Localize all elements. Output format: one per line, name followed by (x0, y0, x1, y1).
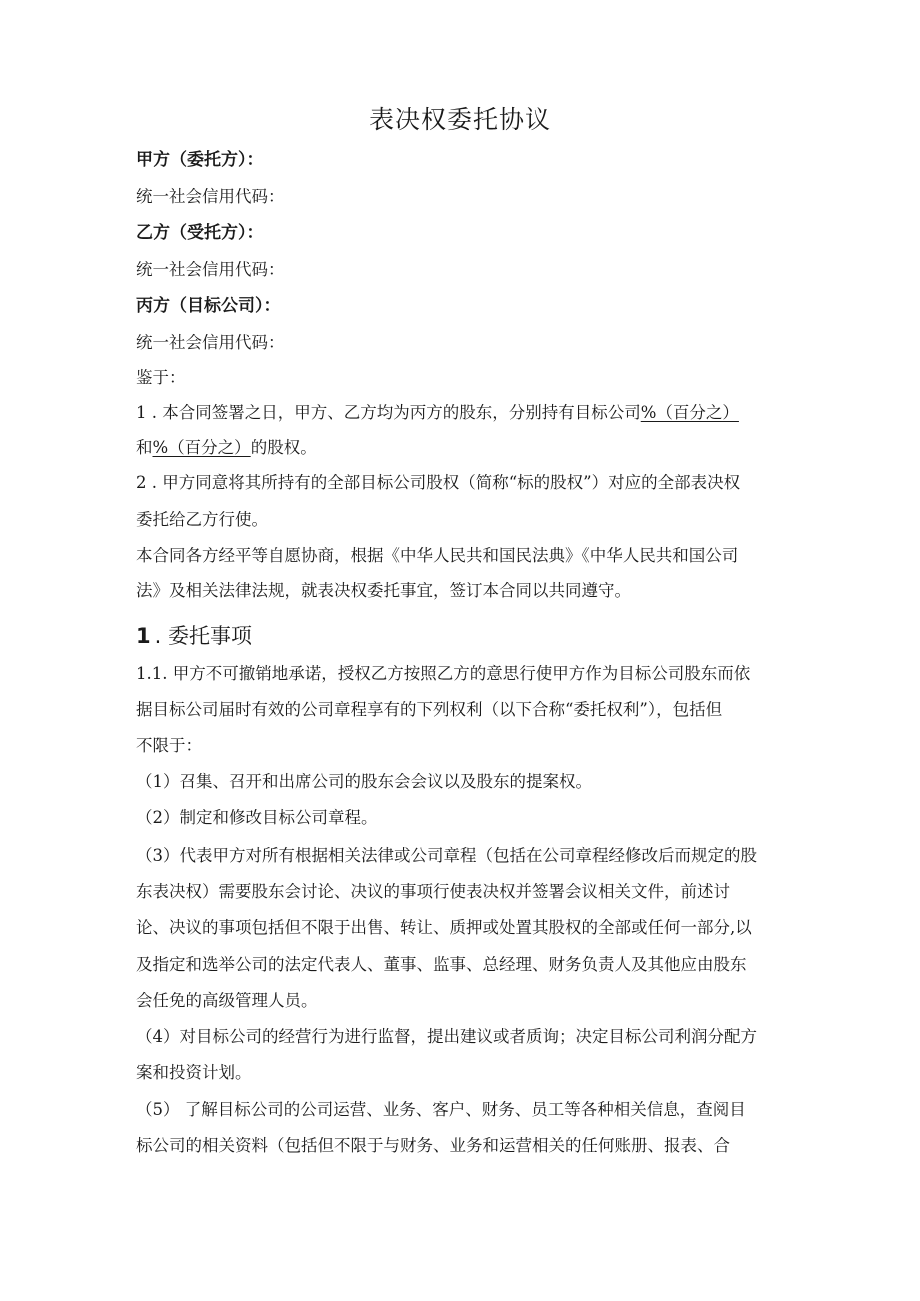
recital-1-conjunction: 和 (136, 438, 153, 457)
item-1: （1）召集、召开和出席公司的股东会会议以及股东的提案权。 (136, 772, 592, 791)
section-1-heading (136, 623, 252, 649)
recital-1-blank-a: %（百分之） (640, 403, 739, 422)
preamble-line-2: 法》及相关法律法规，就表决权委托事宜，签订本合同以共同遵守。 (136, 581, 631, 600)
party-a-label: 甲方（委托方）： (136, 150, 264, 170)
item-3-line-1: （3）代表甲方对所有根据相关法律或公司章程（包括在公司章程经修改后而规定的股 (136, 846, 757, 865)
item-5-line-2: 标公司的相关资料（包括但不限于与财务、业务和运营相关的任何账册、报表、合 (136, 1136, 730, 1155)
recital-2-line-2: 委托给乙方行使。 (136, 510, 268, 529)
recital-1-line-1 (136, 402, 739, 424)
item-4-line-1: （4）对目标公司的经营行为进行监督，提出建议或者质询；决定目标公司利润分配方 (136, 1027, 757, 1046)
section-1-title: . 委托事项 (154, 624, 252, 648)
item-3-line-4: 及指定和选举公司的法定代表人、董事、监事、总经理、财务负责人及其他应由股东 (136, 955, 747, 974)
section-1-number: 1 (136, 624, 151, 648)
item-3-line-5: 会任免的高级管理人员。 (136, 991, 318, 1010)
clause-1-1-line-3: 不限于： (136, 736, 202, 755)
recital-1-blank-b: %（百分之） (152, 438, 251, 457)
recital-2-line-1: 2 . 甲方同意将其所持有的全部目标公司股权（简称“标的股权”）对应的全部表决权 (136, 473, 741, 492)
recital-1-text: 1 . 本合同签署之日，甲方、乙方均为丙方的股东，分别持有目标公司 (136, 403, 641, 422)
document-title: 表决权委托协议 (368, 105, 551, 134)
item-3-line-3: 论、决议的事项包括但不限于出售、转让、质押或处置其股权的全部或任何一部分,以 (136, 918, 752, 937)
clause-1-1-line-2: 据目标公司届时有效的公司章程享有的下列权利（以下合称“委托权利”），包括但 (136, 700, 723, 719)
item-3-line-2: 东表决权）需要股东会讨论、决议的事项行使表决权并签署会议相关文件，前述讨 (136, 882, 730, 901)
recital-1-line-2 (136, 437, 317, 459)
party-b-credit-code-label: 统一社会信用代码： (136, 260, 285, 279)
party-c-label: 丙方（目标公司）： (136, 296, 281, 316)
item-2: （2）制定和修改目标公司章程。 (136, 808, 378, 827)
preamble-line-1: 本合同各方经平等自愿协商，根据《中华人民共和国民法典》《中华人民共和国公司 (136, 546, 739, 565)
clause-1-1-line-1: 1.1. 甲方不可撤销地承诺，授权乙方按照乙方的意思行使甲方作为目标公司股东而依 (136, 664, 751, 683)
recital-1-suffix: 的股权。 (250, 438, 317, 457)
party-a-credit-code-label: 统一社会信用代码： (136, 187, 285, 206)
party-b-label: 乙方（受托方）： (136, 223, 264, 243)
whereas-heading: 鉴于： (136, 368, 186, 387)
item-5-line-1: （5） 了解目标公司的公司运营、业务、客户、财务、员工等各种相关信息，查阅目 (136, 1100, 746, 1119)
item-4-line-2: 案和投资计划。 (136, 1063, 252, 1082)
party-c-credit-code-label: 统一社会信用代码： (136, 333, 285, 352)
